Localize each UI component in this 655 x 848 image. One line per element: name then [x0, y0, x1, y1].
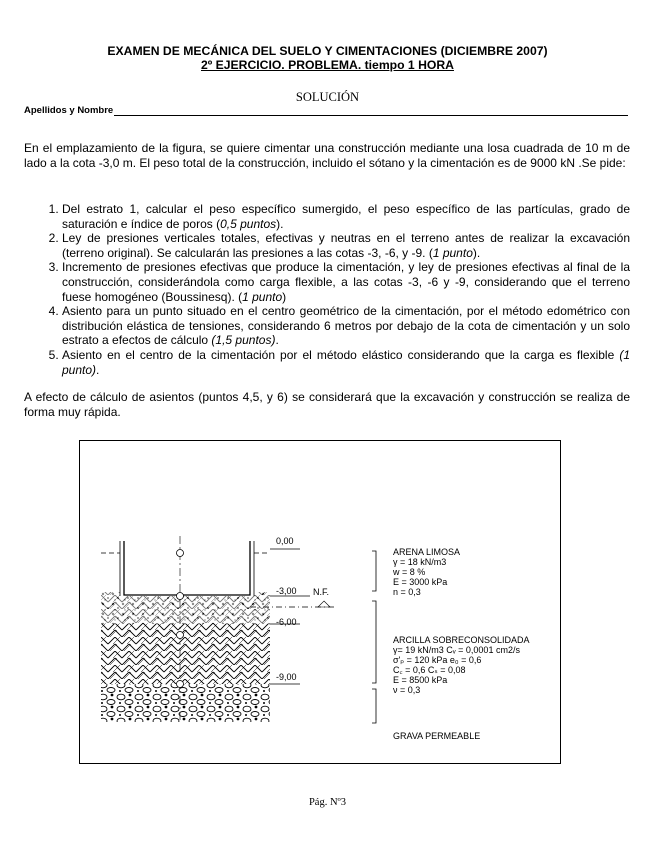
- name-line: [114, 104, 628, 116]
- layer1-prop: γ = 18 kN/m3: [393, 557, 447, 567]
- elev-0-label: 0,00: [276, 536, 294, 546]
- task-item: 3. Incremento de presiones efectivas que produce la cimentación, y ley de presiones efectivas al final de la construcción, considerándola como carga flexible, a las cotas -3, -6 y -9, considerando que el terreno fuese homogéneo (Boussinesq). (1 punto): [62, 260, 630, 304]
- water-table-label: N.F.: [313, 587, 330, 597]
- layer2-prop: σ'ₚ = 120 kPa e₀ = 0,6: [393, 655, 482, 665]
- task-item: 4. Asiento para un punto situado en el centro geométrico de la cimentación, por el método edométrico con distribución elástica de tensiones, considerando 6 metros por debajo de la cota de cimentación y un solo estrato a efectos de cálculo (1,5 puntos).: [62, 304, 630, 348]
- point-3: [177, 593, 184, 600]
- layer1-bracket: [372, 551, 376, 591]
- exercise-subtitle-text: 2º EJERCICIO. PROBLEMA. tiempo 1 HORA: [201, 58, 454, 72]
- layer2-prop: ν = 0,3: [393, 685, 421, 695]
- layer1-prop: n = 0,3: [393, 587, 421, 597]
- clay-layer: [101, 624, 270, 684]
- layer1-legend: [393, 547, 460, 597]
- layer2-bracket: [372, 601, 376, 683]
- task-list: [24, 202, 630, 377]
- name-label: Apellidos y Nombre: [24, 105, 114, 116]
- soil-profile-drawing: [80, 441, 560, 763]
- layer2-prop: E = 8500 kPa: [393, 675, 448, 685]
- layer3-name: GRAVA PERMEABLE: [393, 731, 481, 741]
- task-item: 2. Ley de presiones verticales totales, efectivas y neutras en el terreno antes de realizar la excavación (terreno original). Se calcularán las presiones a las cotas -3, -6, y -9. (1 punto).: [62, 231, 630, 260]
- name-field-row: [24, 104, 628, 116]
- note-paragraph: A efecto de cálculo de asientos (puntos 4,5, y 6) se considerará que la excavación y construcción se realiza de forma muy rápida.: [24, 390, 630, 419]
- solution-heading: SOLUCIÓN: [295, 90, 360, 104]
- exam-title: EXAMEN DE MECÁNICA DEL SUELO Y CIMENTACIONES (DICIEMBRE 2007): [107, 44, 548, 58]
- gravel-layer: [101, 684, 270, 722]
- elev-6-label: -6,00: [276, 617, 297, 627]
- excavation: [120, 541, 254, 596]
- page-number: Pág. Nº3: [308, 797, 347, 808]
- layer2-prop: C꜀ = 0,6 Cₛ = 0,08: [393, 665, 466, 675]
- layer2-name: ARCILLA SOBRECONSOLIDADA: [393, 635, 530, 645]
- layer1-prop: E = 3000 kPa: [393, 577, 448, 587]
- layer2-prop: γ= 19 kN/m3 Cᵥ = 0,0001 cm2/s: [393, 645, 520, 655]
- point-0: [177, 550, 184, 557]
- layer1-name: ARENA LIMOSA: [393, 547, 461, 557]
- task-item: 5. Asiento en el centro de la cimentación por el método elástico considerando que la carga es flexible (1 punto).: [62, 348, 630, 377]
- layer2-legend: [393, 635, 530, 695]
- exercise-subtitle: [0, 58, 655, 72]
- soil-profile-figure: [79, 440, 561, 764]
- point-9: [177, 681, 184, 688]
- elev-3-label: -3,00: [276, 586, 297, 596]
- point-6: [177, 632, 184, 639]
- layer1-prop: w = 8 %: [393, 567, 426, 577]
- elev-9-label: -9,00: [276, 672, 297, 682]
- layer3-bracket: [372, 689, 376, 723]
- task-item: 1. Del estrato 1, calcular el peso específico sumergido, el peso específico de las partículas, grado de saturación e índice de poros (0,5 puntos).: [62, 202, 630, 231]
- intro-paragraph: En el emplazamiento de la figura, se quiere cimentar una construcción mediante una losa cuadrada de 10 m de lado a la cota -3,0 m. El peso total de la construcción, incluido el sótano y la cimentación es de 9000 kN .Se pide:: [24, 141, 630, 170]
